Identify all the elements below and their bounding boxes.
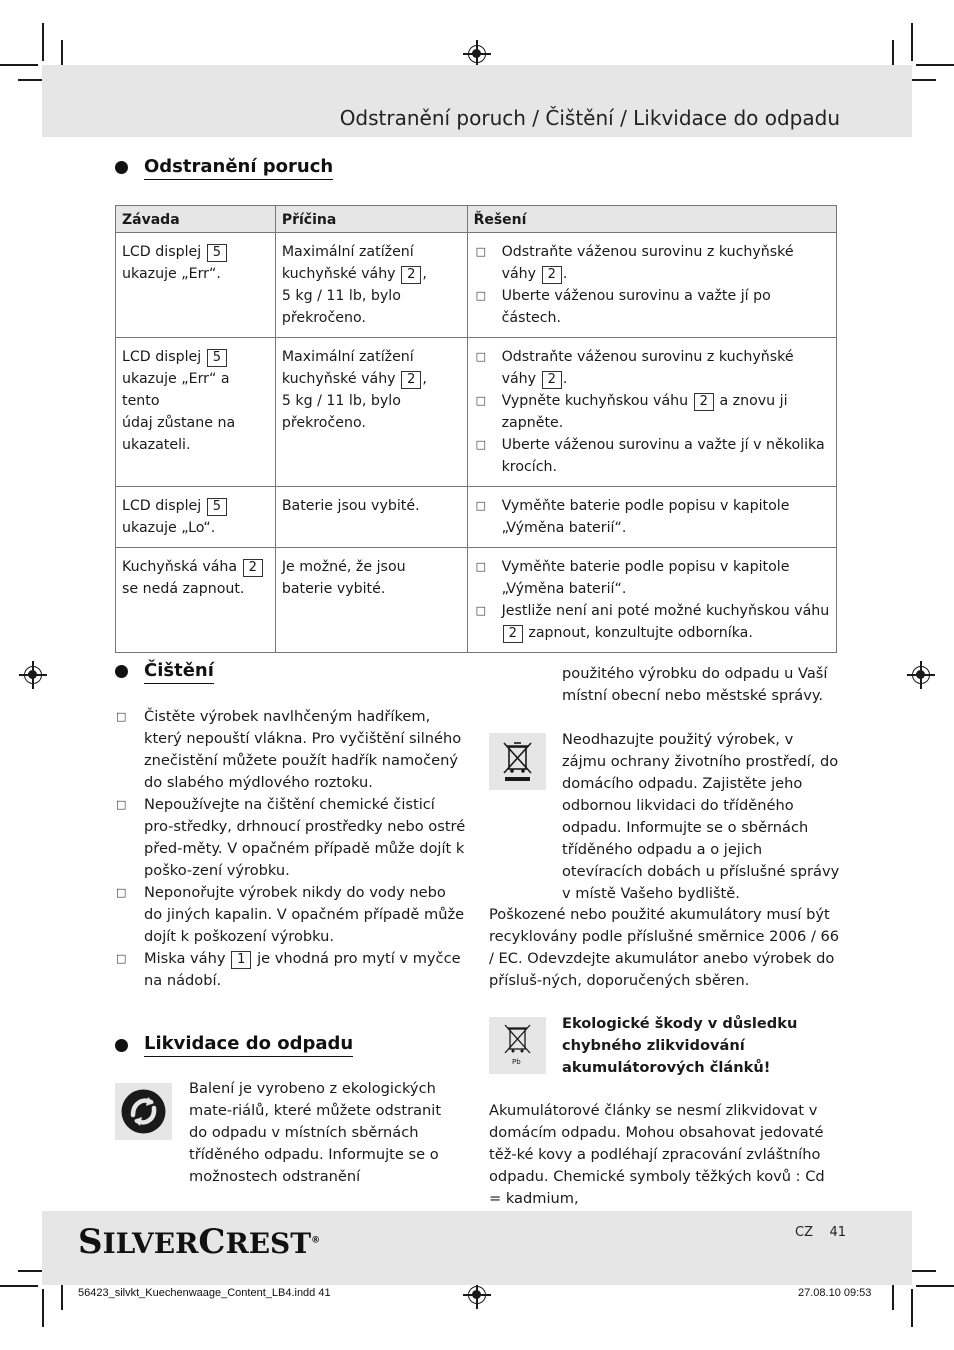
cause-cell: Maximální zatížení kuchyňské váhy 2 , 5 kg / 11 lb, bylo překročeno. [275,338,467,487]
solution-cell [467,487,836,548]
reference-number: 5 [207,349,227,367]
slug-filename: 56423_silvkt_Kuechenwaage_Content_LB4.indd 41 [78,1287,331,1299]
crop-mark [42,1289,44,1327]
table-header-row [116,206,837,233]
list-item: □ Nepoužívejte na čištění chemické čisticí pro-středky, drhnoucí prostředky nebo ostré před-měty. V opačném případě může dojít k poško-zení výrobku. [116,794,468,882]
pb-label: Pb [512,1058,521,1066]
reference-number: 2 [542,371,562,389]
section-heading-cleaning: Čištění [144,660,214,684]
section-heading-disposal: Likvidace do odpadu [144,1033,353,1057]
packaging-text: Balení je vyrobeno z ekologických mate-riálů, které můžete odstranit do odpadu v místních sběrnách tříděného odpadu. Informujte se o možnostech odstranění [189,1080,442,1185]
fault-cell: Kuchyňská váha 2 se nedá zapnout. [116,548,276,653]
table-row [116,548,837,653]
solution-item: □ Odstraňte váženou surovinu z kuchyňské váhy 2 . [474,241,830,285]
section-heading-troubleshooting: Odstranění poruch [144,156,333,180]
cleaning-list [116,706,468,992]
crop-mark [911,23,913,61]
reference-number: 2 [694,393,714,411]
solution-cell [467,338,836,487]
list-item: □ Neponořujte výrobek nikdy do vody nebo do jiných kapalin. V opačném případě může dojít k poškození výrobku. [116,882,468,948]
section-bullet-icon [115,1039,128,1052]
solution-item: □ Odstraňte váženou surovinu z kuchyňské váhy 2 . [474,346,830,390]
crop-mark [0,64,38,66]
weee-text: Neodhazujte použitý výrobek, v zájmu ochrany životního prostředí, do domácího odpadu. Zajistěte jeho odbornou likvidaci do tříděného odpadu. Informujte se o sběrnách tříděného odpadu a o jejich otevíracích dobách u příslušné správy v místě Vašeho bydliště. [562,731,840,902]
battery-cells-text: Akumulátorové články se nesmí zlikvidovat v domácím odpadu. Mohou obsahovat jedovaté těž-ké kovy a podléhají zpracování zvláštního odpadu. Chemické symboly těžkých kovů : Cd = kadmium, [489,1102,825,1207]
reference-number: 2 [401,266,421,284]
solution-cell [467,548,836,653]
crop-mark [916,64,954,66]
column-header-solution: Řešení [467,206,836,233]
disposal-continuation-text: použitého výrobku do odpadu u Vaší místní obecní nebo městské správy. [562,665,828,704]
battery-text: Poškozené nebo použité akumulátory musí být recyklovány podle příslušné směrnice 2006 / 66 / EC. Odevzdejte akumulátor anebo výrobek do přísluš-ných, doporučených sběren. [489,906,840,989]
crop-mark [911,1289,913,1327]
section-bullet-icon [115,665,128,678]
slug-date: 27.08.10 09:53 [798,1287,872,1299]
recycling-icon [115,1083,172,1140]
brand-logo: SILVERCREST® [78,1222,321,1262]
fault-cell: LCD displej 5 ukazuje „Err“. [116,233,276,338]
reference-number: 1 [231,951,251,969]
page-title: Odstranění poruch / Čištění / Likvidace do odpadu [339,106,840,130]
table-row [116,233,837,338]
registration-mark-icon [912,666,930,684]
reference-number: 2 [401,371,421,389]
crop-mark [0,1285,38,1287]
cause-cell: Maximální zatížení kuchyňské váhy 2 , 5 kg / 11 lb, bylo překročeno. [275,233,467,338]
list-item: □ Čistěte výrobek navlhčeným hadříkem, který nepouští vlákna. Pro vyčištění silného znečistění můžete použít hadřík namočený do slabého mýdlového roztoku. [116,706,468,794]
list-item: □ Miska váhy 1 je vhodná pro mytí v myčce na nádobí. [116,948,468,992]
registration-mark-icon [468,45,486,63]
crop-mark [916,1285,954,1287]
crossed-bin-icon [489,733,546,790]
reference-number: 5 [207,498,227,516]
section-bullet-icon [115,161,128,174]
fault-cell: LCD displej 5 ukazuje „Err“ a tento údaj zůstane na ukazateli. [116,338,276,487]
column-header-fault: Závada [116,206,276,233]
reference-number: 2 [243,559,263,577]
reference-number: 2 [503,625,523,643]
battery-warning-title: Ekologické škody v důsledku chybného zlikvidování akumulátorových článků! [562,1015,798,1076]
page-number: CZ 41 [795,1225,847,1240]
solution-item: □ Uberte váženou surovinu a važte jí po částech. [474,285,830,329]
table-row [116,487,837,548]
solution-item: □ Uberte váženou surovinu a važte jí v několika krocích. [474,434,830,478]
troubleshooting-table [115,205,837,653]
column-header-cause: Příčina [275,206,467,233]
solution-cell [467,233,836,338]
solution-item: □ Vypněte kuchyňskou váhu 2 a znovu ji zapněte. [474,390,830,434]
reference-number: 2 [542,266,562,284]
solution-item: □ Vyměňte baterie podle popisu v kapitole „Výměna baterií“. [474,556,830,600]
table-row [116,338,837,487]
registration-mark-icon [468,1286,486,1304]
cause-cell: Baterie jsou vybité. [275,487,467,548]
registration-mark-icon [24,666,42,684]
reference-number: 5 [207,244,227,262]
solution-item: □ Vyměňte baterie podle popisu v kapitole „Výměna baterií“. [474,495,830,539]
solution-item: □ Jestliže není ani poté možné kuchyňskou váhu 2 zapnout, konzultujte odborníka. [474,600,830,644]
fault-cell: LCD displej 5 ukazuje „Lo“. [116,487,276,548]
cause-cell: Je možné, že jsou baterie vybité. [275,548,467,653]
crop-mark [42,23,44,61]
